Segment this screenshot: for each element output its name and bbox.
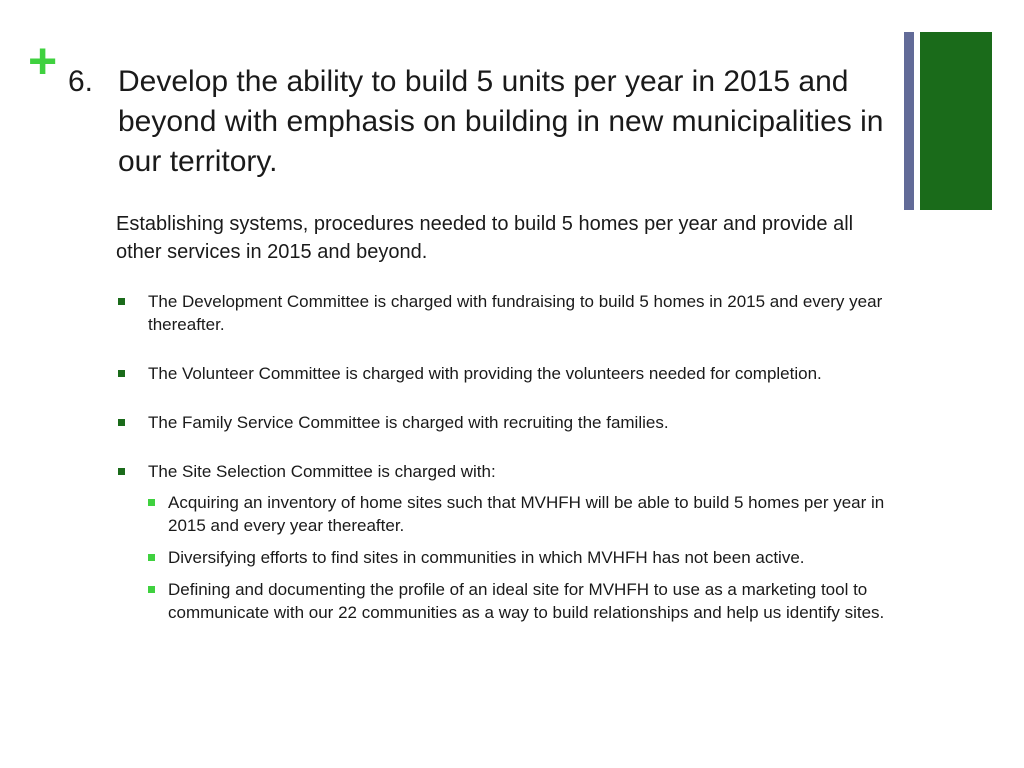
sub-bullet-text: Diversifying efforts to find sites in communities in which MVHFH has not been active. <box>168 548 805 567</box>
sub-bullet-text: Acquiring an inventory of home sites such that MVHFH will be able to build 5 homes per year in 2015 and every year thereafter. <box>168 493 885 535</box>
accent-bar-slate <box>904 32 914 210</box>
bullet-text: The Site Selection Committee is charged with: <box>148 462 496 481</box>
title-text: Develop the ability to build 5 units per year in 2015 and beyond with emphasis on building in new municipalities in our territory. <box>118 65 884 178</box>
title-number: 6. <box>68 65 94 98</box>
bullet-text: The Family Service Committee is charged with recruiting the families. <box>148 413 669 432</box>
bullet-text: The Volunteer Committee is charged with providing the volunteers needed for completion. <box>148 364 822 383</box>
accent-bar-green <box>920 32 992 210</box>
slide-title <box>68 62 898 182</box>
plus-icon: + <box>28 33 58 89</box>
square-bullet-icon <box>118 419 125 426</box>
bullet-item-development <box>116 290 916 336</box>
sub-bullet-item-diversifying <box>148 546 916 569</box>
square-bullet-icon <box>148 499 155 506</box>
bullet-item-volunteer <box>116 362 916 385</box>
sub-bullet-item-profile <box>148 578 916 624</box>
sub-bullet-item-inventory <box>148 491 916 537</box>
square-bullet-icon <box>148 586 155 593</box>
square-bullet-icon <box>118 468 125 475</box>
sub-bullet-text: Defining and documenting the profile of an ideal site for MVHFH to use as a marketing tool to communicate with our 22 communities as a way to build relationships and help us identify sites. <box>168 580 885 622</box>
square-bullet-icon <box>118 298 125 305</box>
bullet-item-family-service <box>116 411 916 434</box>
square-bullet-icon <box>118 370 125 377</box>
bullet-list <box>116 290 916 624</box>
square-bullet-icon <box>148 554 155 561</box>
intro-paragraph: Establishing systems, procedures needed to build 5 homes per year and provide all other services in 2015 and beyond. <box>116 213 854 263</box>
bullet-item-site-selection <box>116 460 916 624</box>
sub-bullet-list <box>148 491 916 624</box>
bullet-text: The Development Committee is charged with fundraising to build 5 homes in 2015 and every year thereafter. <box>148 292 883 334</box>
